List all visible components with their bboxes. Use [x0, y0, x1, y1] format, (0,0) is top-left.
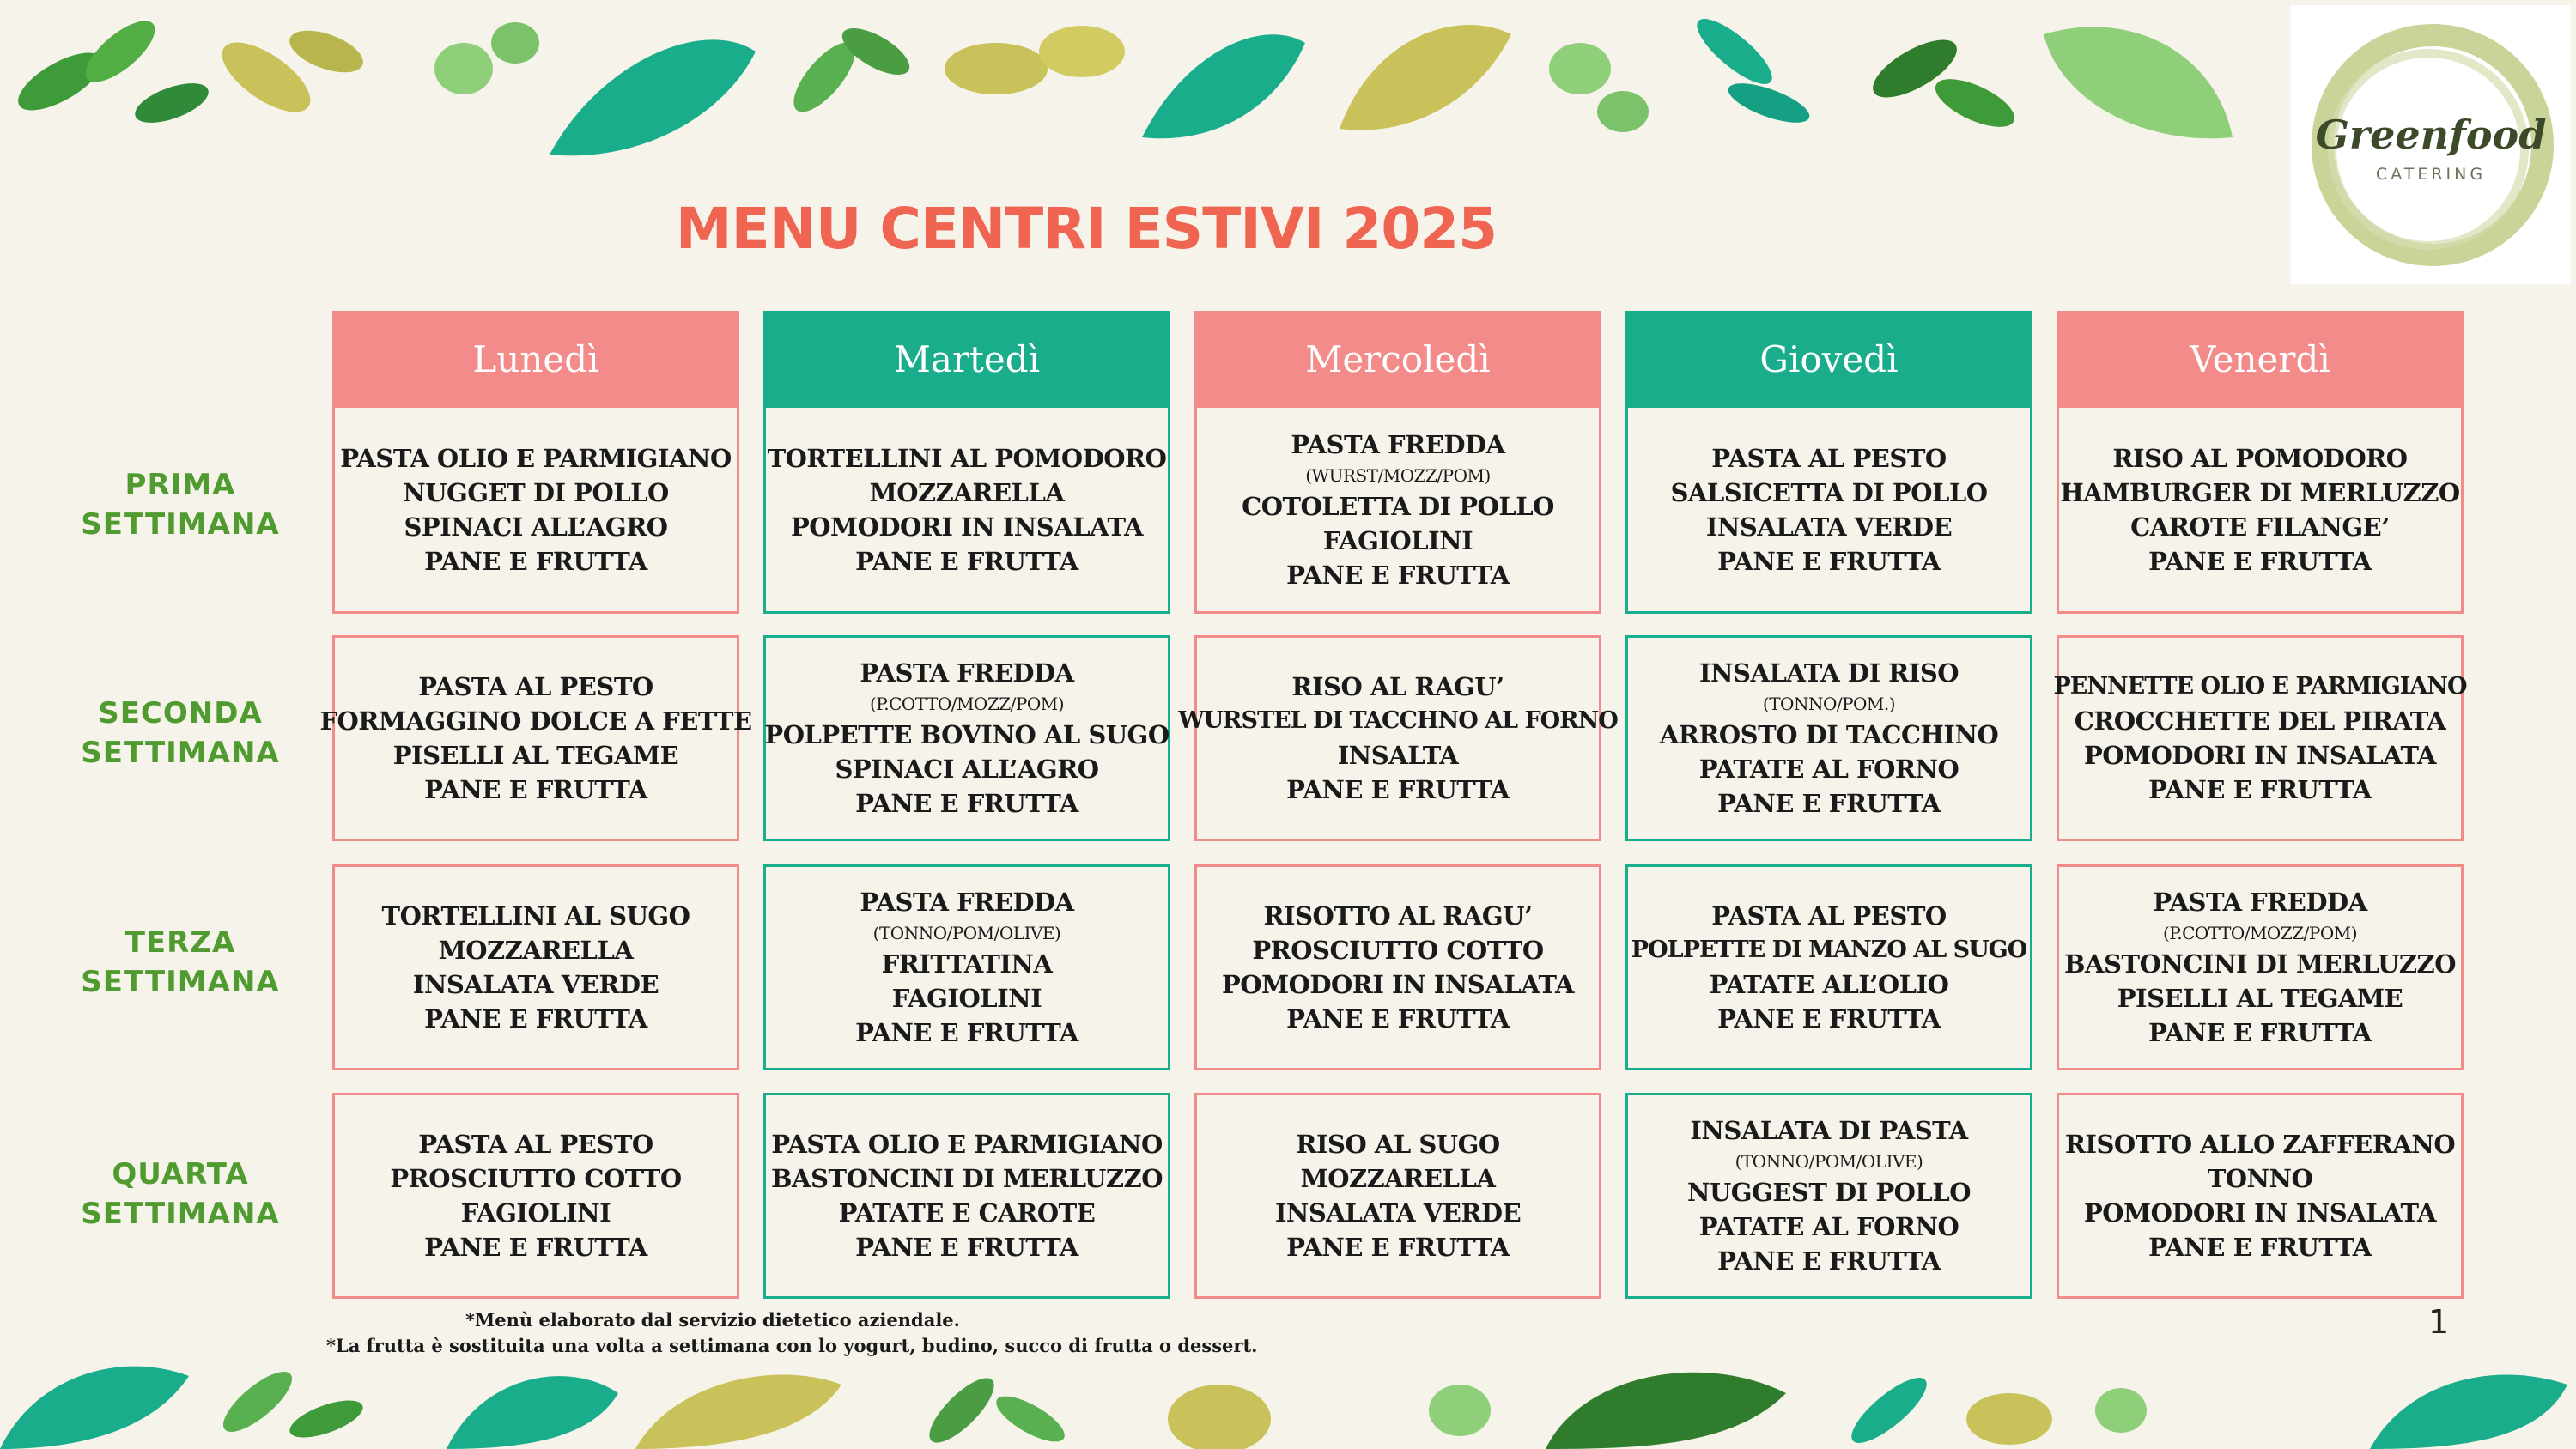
menu-cell	[1625, 408, 2032, 614]
menu-cell	[1178, 635, 1618, 841]
menu-cell	[332, 864, 739, 1070]
day-header-mercoledi: Mercoledì	[1194, 311, 1601, 408]
menu-item: SPINACI ALL’AGRO	[404, 512, 668, 542]
menu-item: INSALATA DI PASTA	[1690, 1116, 1968, 1145]
menu-item: COTOLETTA DI POLLO	[1242, 491, 1554, 521]
page-number: 1	[2428, 1303, 2450, 1341]
menu-item: PASTA OLIO E PARMIGIANO	[340, 443, 732, 473]
day-header-lunedi: Lunedì	[332, 311, 739, 408]
menu-cell	[763, 864, 1170, 1070]
menu-item: RISOTTO AL RAGU’	[1263, 901, 1533, 931]
menu-item: PENNETTE OLIO E PARMIGIANO	[2053, 673, 2467, 700]
menu-item: TORTELLINI AL POMODORO	[767, 443, 1167, 473]
footnote-fruit: *La frutta è sostituita una volta a settimana con lo yogurt, budino, succo di frutta o dessert.	[326, 1335, 1258, 1356]
menu-cell	[1625, 635, 2032, 841]
menu-cell	[2057, 864, 2464, 1070]
menu-item: FRITTATINA	[881, 949, 1053, 979]
week-label-line: SETTIMANA	[81, 965, 280, 999]
week-label-line: TERZA	[125, 925, 236, 960]
menu-item: INSALATA DI RISO	[1698, 658, 1959, 688]
menu-item: FORMAGGINO DOLCE A FETTE	[319, 706, 752, 736]
menu-item: PANE E FRUTTA	[1717, 789, 1941, 818]
menu-item: PANE E FRUTTA	[424, 775, 647, 804]
menu-item: PATATE ALL’OLIO	[1709, 970, 1949, 999]
week-label-terza	[52, 923, 309, 1002]
menu-item: SALSICETTA DI POLLO	[1670, 477, 1988, 507]
menu-item: POLPETTE BOVINO AL SUGO	[764, 720, 1170, 749]
menu-cell	[1625, 1093, 2032, 1299]
menu-item: PANE E FRUTTA	[2148, 1233, 2372, 1262]
day-header-martedi: Martedì	[763, 311, 1170, 408]
menu-cell	[1194, 864, 1601, 1070]
menu-item: RISO AL POMODORO	[2112, 443, 2408, 473]
menu-cell	[2053, 635, 2467, 841]
menu-item: PANE E FRUTTA	[855, 1018, 1078, 1047]
menu-item: PANE E FRUTTA	[1717, 1246, 1941, 1276]
menu-cell	[319, 635, 752, 841]
menu-cell	[1625, 864, 2032, 1070]
menu-item: PATATE E CAROTE	[838, 1198, 1096, 1228]
week-label-line: SECONDA	[98, 696, 263, 731]
menu-item: PASTA AL PESTO	[1711, 443, 1947, 473]
menu-item: PISELLI AL TEGAME	[392, 741, 679, 770]
menu-item: PANE E FRUTTA	[424, 546, 647, 576]
menu-item: MOZZARELLA	[438, 936, 634, 965]
menu-item: PANE E FRUTTA	[2148, 775, 2372, 804]
menu-item: POMODORI IN INSALATA	[790, 512, 1144, 542]
day-header-venerdi: Venerdì	[2057, 311, 2464, 408]
menu-item: INSALATA VERDE	[412, 970, 659, 999]
menu-item: CROCCHETTE DEL PIRATA	[2074, 706, 2446, 736]
footnote-dietary: *Menù elaborato dal servizio dietetico aziendale.	[465, 1309, 960, 1331]
menu-item: INSALATA VERDE	[1705, 512, 1953, 542]
menu-cell	[763, 408, 1170, 614]
menu-item: NUGGEST DI POLLO	[1687, 1178, 1971, 1207]
menu-item: INSALATA VERDE	[1274, 1198, 1522, 1228]
menu-item: RISO AL RAGU’	[1291, 672, 1504, 701]
menu-item: FAGIOLINI	[891, 984, 1042, 1013]
menu-cell	[1194, 1093, 1601, 1299]
menu-item: FAGIOLINI	[1322, 525, 1473, 555]
menu-item: BASTONCINI DI MERLUZZO	[771, 1164, 1163, 1193]
menu-item: PANE E FRUTTA	[424, 1233, 647, 1262]
menu-cell	[763, 635, 1170, 841]
menu-item: PANE E FRUTTA	[2148, 546, 2372, 576]
menu-item: TONNO	[2207, 1164, 2313, 1193]
week-label-line: SETTIMANA	[81, 736, 280, 770]
menu-item: PASTA FREDDA	[860, 888, 1074, 917]
leaf-border-top	[0, 0, 2576, 185]
menu-item: MOZZARELLA	[869, 477, 1065, 507]
menu-item: PASTA FREDDA	[860, 658, 1074, 688]
menu-item: HAMBURGER DI MERLUZZO	[2060, 477, 2460, 507]
menu-item: ARROSTO DI TACCHINO	[1659, 720, 1999, 749]
menu-item: PASTA OLIO E PARMIGIANO	[771, 1130, 1163, 1159]
menu-item: SPINACI ALL’AGRO	[835, 755, 1099, 784]
menu-item: PATATE AL FORNO	[1698, 1212, 1959, 1241]
menu-item: FAGIOLINI	[460, 1198, 611, 1228]
menu-item: (TONNO/POM/OLIVE)	[872, 923, 1061, 943]
menu-item: PANE E FRUTTA	[1286, 1233, 1510, 1262]
menu-item: TORTELLINI AL SUGO	[381, 901, 690, 931]
menu-cell	[763, 1093, 1170, 1299]
menu-item: PISELLI AL TEGAME	[2117, 984, 2403, 1013]
menu-item: RISO AL SUGO	[1296, 1130, 1500, 1159]
week-label-seconda	[52, 694, 309, 773]
menu-item: BASTONCINI DI MERLUZZO	[2064, 949, 2456, 979]
menu-cell	[332, 408, 739, 614]
menu-item: (WURST/MOZZ/POM)	[1305, 464, 1491, 486]
menu-item: PANE E FRUTTA	[1286, 1004, 1510, 1034]
menu-item: PASTA AL PESTO	[418, 672, 653, 701]
menu-item: PANE E FRUTTA	[855, 546, 1078, 576]
menu-item: (TONNO/POM/OLIVE)	[1735, 1151, 1923, 1172]
menu-item: PANE E FRUTTA	[424, 1004, 647, 1034]
menu-item: PANE E FRUTTA	[855, 1233, 1078, 1262]
menu-item: POMODORI IN INSALATA	[2083, 741, 2437, 770]
logo-subtitle: CATERING	[2375, 165, 2487, 184]
menu-item: MOZZARELLA	[1300, 1164, 1496, 1193]
week-label-quarta	[52, 1155, 309, 1234]
menu-item: PASTA AL PESTO	[418, 1130, 653, 1159]
menu-item: WURSTEL DI TACCHNO AL FORNO	[1178, 707, 1618, 734]
menu-item: POMODORI IN INSALATA	[2083, 1198, 2437, 1228]
menu-item: POMODORI IN INSALATA	[1221, 970, 1575, 999]
day-header-giovedi: Giovedì	[1625, 311, 2032, 408]
logo-wordmark: Greenfood	[2315, 112, 2547, 158]
week-label-line: PRIMA	[125, 468, 236, 502]
menu-item: PROSCIUTTO COTTO	[390, 1164, 682, 1193]
menu-item: PANE E FRUTTA	[1286, 775, 1510, 804]
menu-item: PANE E FRUTTA	[1286, 560, 1510, 590]
menu-cell	[1194, 408, 1601, 614]
menu-item: CAROTE FILANGE’	[2130, 512, 2390, 542]
menu-item: (P.COTTO/MOZZ/POM)	[2163, 923, 2357, 943]
menu-item: PANE E FRUTTA	[1717, 1004, 1941, 1034]
week-label-line: SETTIMANA	[81, 507, 280, 542]
menu-item: PASTA FREDDA	[1291, 429, 1505, 459]
menu-item: PANE E FRUTTA	[2148, 1018, 2372, 1047]
menu-item: PANE E FRUTTA	[1717, 546, 1941, 576]
menu-item: (P.COTTO/MOZZ/POM)	[870, 694, 1064, 714]
week-label-prima	[52, 465, 309, 544]
menu-item: PATATE AL FORNO	[1698, 755, 1959, 784]
week-label-line: SETTIMANA	[81, 1197, 280, 1231]
menu-cell	[332, 1093, 739, 1299]
menu-item: PROSCIUTTO COTTO	[1252, 936, 1544, 965]
menu-item: POLPETTE DI MANZO AL SUGO	[1631, 937, 2027, 963]
menu-item: RISOTTO ALLO ZAFFERANO	[2064, 1130, 2456, 1159]
week-label-line: QUARTA	[112, 1157, 249, 1191]
menu-item: PASTA FREDDA	[2153, 888, 2367, 917]
menu-cell	[2057, 1093, 2464, 1299]
menu-cell	[2057, 408, 2464, 614]
menu-item: (TONNO/POM.)	[1762, 694, 1896, 714]
menu-item: PASTA AL PESTO	[1711, 901, 1947, 931]
page-title: MENU CENTRI ESTIVI 2025	[675, 196, 1498, 262]
menu-item: INSALTA	[1337, 741, 1459, 770]
menu-item: PANE E FRUTTA	[855, 789, 1078, 818]
menu-item: NUGGET DI POLLO	[403, 477, 669, 507]
